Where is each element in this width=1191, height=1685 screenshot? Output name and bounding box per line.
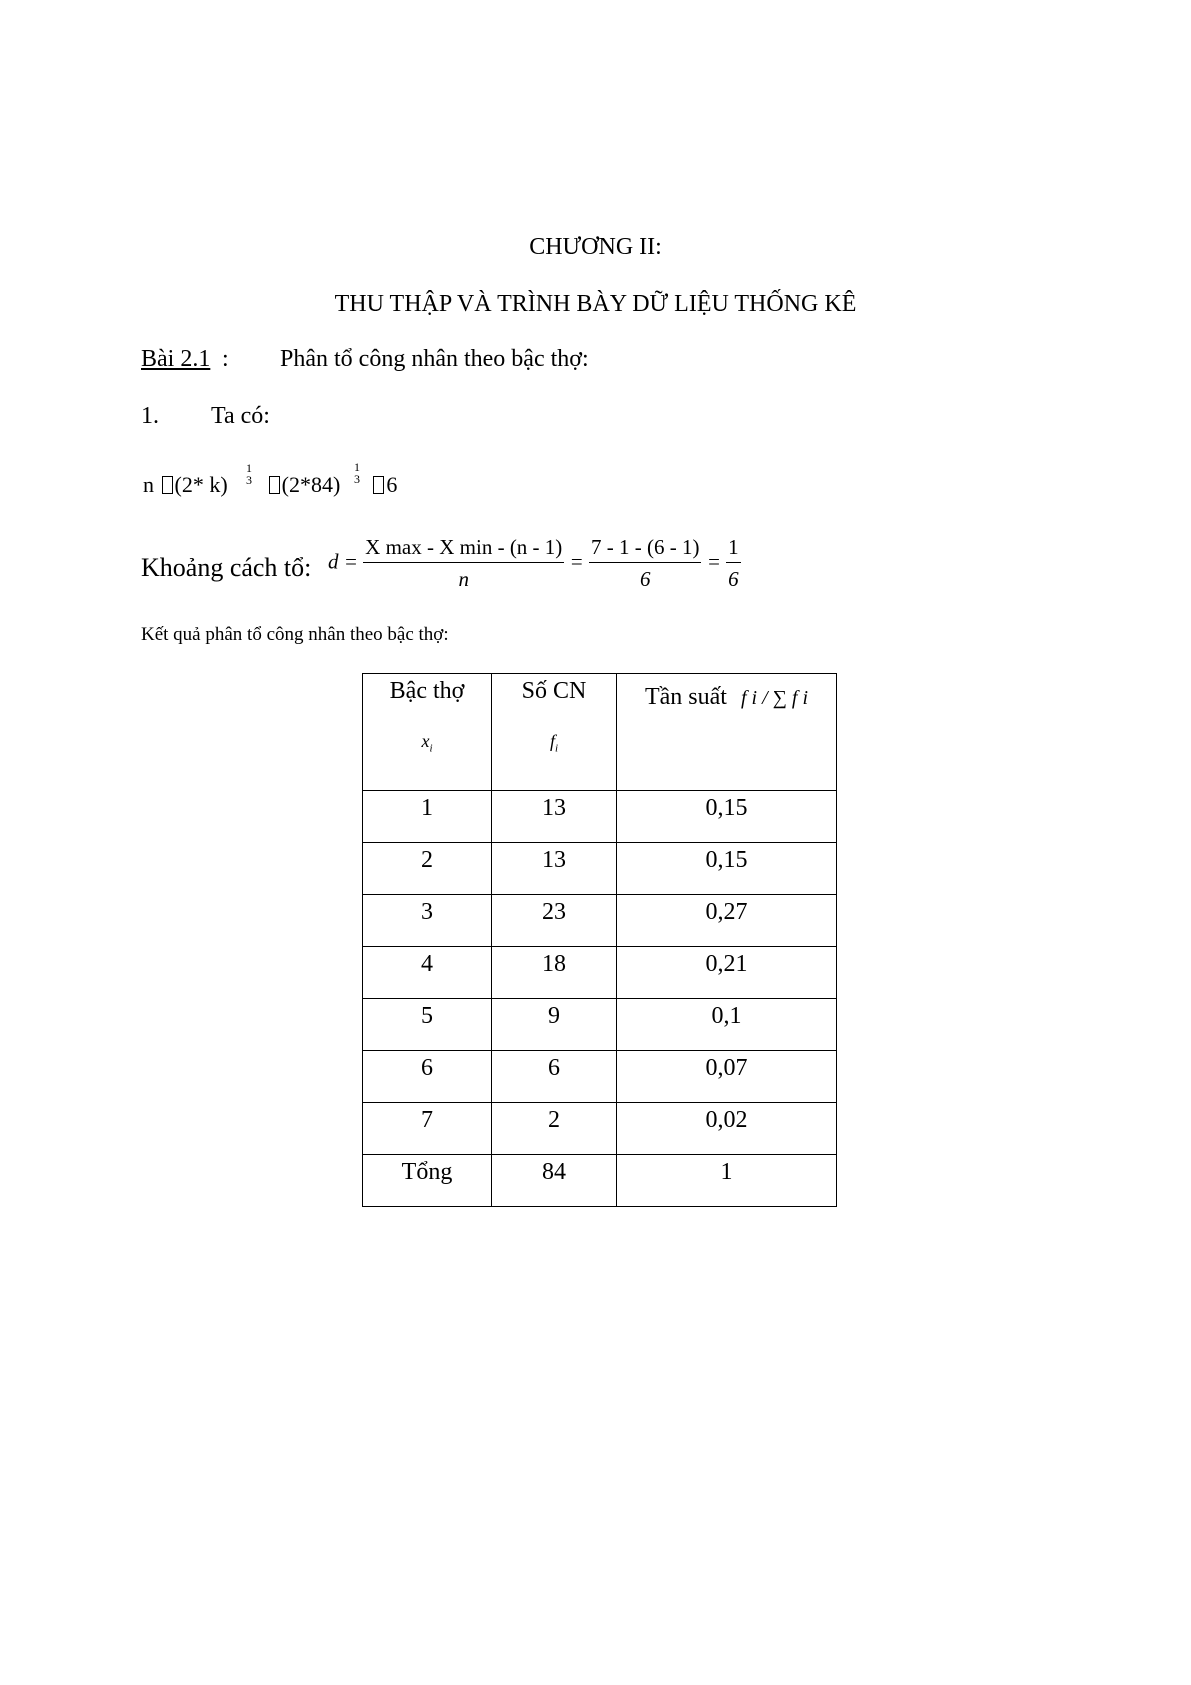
cell-bac-tho: 4 <box>363 947 492 999</box>
cell-so-cn: 9 <box>492 999 617 1051</box>
item-number: 1. <box>141 403 159 429</box>
exponent-fraction-1: 1 3 <box>246 461 252 487</box>
task-label: Bài 2.1 <box>141 346 211 372</box>
cell-tan-suat: 1 <box>617 1155 837 1207</box>
formula-symbol-box <box>269 476 280 494</box>
cell-tan-suat: 0,02 <box>617 1103 837 1155</box>
fraction-numeric: $\frac{7 - 1 - (6 - 1)}{6}$ <box>590 535 700 591</box>
table-row <box>363 1051 837 1103</box>
table-row <box>363 843 837 895</box>
task-colon: : <box>222 346 229 372</box>
cell-so-cn: 13 <box>492 843 617 895</box>
cell-bac-tho: 1 <box>363 791 492 843</box>
table-header-row <box>363 674 837 791</box>
exponent-fraction-2: 1 3 <box>354 460 360 486</box>
cell-bac-tho: 3 <box>363 895 492 947</box>
cell-so-cn: 2 <box>492 1103 617 1155</box>
formula-part1: (2* k) <box>174 472 228 497</box>
chapter-heading: CHƯƠNG II: <box>529 234 662 260</box>
task-title: Phân tổ công nhân theo bậc thợ: <box>280 346 589 372</box>
cell-so-cn: 13 <box>492 791 617 843</box>
fraction-general: $\frac{\text{X max - X min - (n - 1)}}{n}$ <box>365 535 563 591</box>
table-row <box>363 895 837 947</box>
header-tan-suat: Tần suất f i / ∑ f i <box>617 674 837 791</box>
cell-tan-suat: 0,07 <box>617 1051 837 1103</box>
result-caption: Kết quả phân tổ công nhân theo bậc thợ: <box>141 624 449 645</box>
cell-so-cn: 18 <box>492 947 617 999</box>
cell-bac-tho: 7 <box>363 1103 492 1155</box>
cell-so-cn: 23 <box>492 895 617 947</box>
table-row <box>363 1155 837 1207</box>
interval-formula: d = $\frac{\text{X max - X min - (n - 1)}}{n}$ = $\frac{7 - 1 - (6 - 1)}{6}$ = $\frac{1}{6}$ <box>328 535 739 591</box>
formula-result: 6 <box>386 472 398 497</box>
table-row <box>363 947 837 999</box>
chapter-subtitle: THU THẬP VÀ TRÌNH BÀY DỮ LIỆU THỐNG KÊ <box>334 291 857 317</box>
formula-n: n <box>143 472 154 497</box>
cell-so-cn: 6 <box>492 1051 617 1103</box>
cell-tan-suat: 0,27 <box>617 895 837 947</box>
table-row <box>363 791 837 843</box>
header-bac-tho: Bậc thợ $x_i$ <box>363 674 492 791</box>
cell-so-cn: 84 <box>492 1155 617 1207</box>
fraction-result: $\frac{1}{6}$ <box>728 535 739 591</box>
cell-bac-tho: Tổng <box>363 1155 492 1207</box>
cell-bac-tho: 2 <box>363 843 492 895</box>
cell-bac-tho: 6 <box>363 1051 492 1103</box>
header-so-cn: Số CN $f_i$ <box>492 674 617 791</box>
interval-label: Khoảng cách tổ: <box>141 553 312 582</box>
cell-tan-suat: 0,15 <box>617 843 837 895</box>
frequency-table <box>362 673 837 1207</box>
cell-tan-suat: 0,21 <box>617 947 837 999</box>
table-row <box>363 1103 837 1155</box>
formula-symbol-box <box>373 476 384 494</box>
cell-tan-suat: 0,1 <box>617 999 837 1051</box>
formula-symbol-box <box>162 476 173 494</box>
item-text: Ta có: <box>211 403 270 429</box>
cell-bac-tho: 5 <box>363 999 492 1051</box>
table-row <box>363 999 837 1051</box>
formula-part2: (2*84) <box>281 472 341 497</box>
cell-tan-suat: 0,15 <box>617 791 837 843</box>
